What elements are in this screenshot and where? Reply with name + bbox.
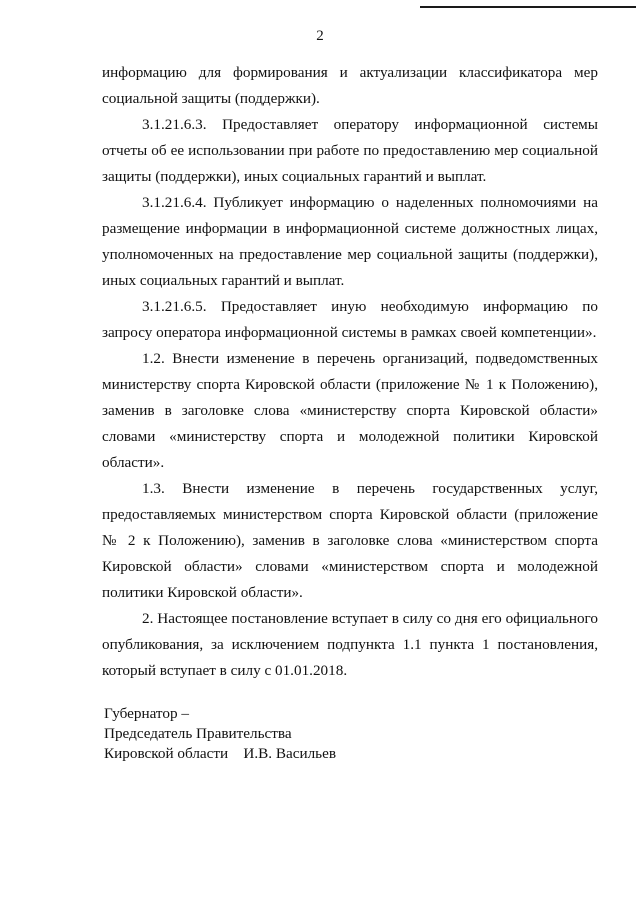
- paragraph-1-3: 1.3. Внести изменение в перечень государственных услуг, предоставляемых министерством спорта Кировской области (приложение № 2 к Положению), заменив в заголовке слова «министерством спорта Кировской области» словами «министерством спорта и молодежной политики Кировской области».: [102, 480, 598, 601]
- paragraph-3-1-21-6-4: 3.1.21.6.4. Публикует информацию о наделенных полномочиями на размещение информации в информационной системе должностных лицах, уполномоченных на предоставление мер социальной защиты (поддержки), иных социальных гарантий и выплат.: [102, 194, 598, 289]
- page-number: 2: [316, 28, 324, 44]
- document-body: [102, 60, 598, 684]
- paragraph-2: 2. Настоящее постановление вступает в силу со дня его официального опубликования, за исключением подпункта 1.1 пункта 1 постановления, который вступает в силу с 01.01.2018.: [102, 610, 598, 679]
- paragraph-3-1-21-6-5: 3.1.21.6.5. Предоставляет иную необходимую информацию по запросу оператора информационной системы в рамках своей компетенции».: [102, 298, 598, 341]
- signature-name: Кировской области И.В. Васильев: [104, 745, 336, 762]
- signature-title: Губернатор –: [104, 705, 189, 722]
- signature-block: [104, 704, 464, 764]
- signature-position: Председатель Правительства: [104, 725, 292, 742]
- scan-edge-line: [420, 6, 636, 8]
- paragraph-continuation: информацию для формирования и актуализации классификатора мер социальной защиты (поддержки).: [102, 64, 598, 107]
- paragraph-3-1-21-6-3: 3.1.21.6.3. Предоставляет оператору информационной системы отчеты об ее использовании при работе по предоставлению мер социальной защиты (поддержки), иных социальных гарантий и выплат.: [102, 116, 598, 185]
- paragraph-1-2: 1.2. Внести изменение в перечень организаций, подведомственных министерству спорта Кировской области (приложение № 1 к Положению), заменив в заголовке слова «министерству спорта Кировской области» словами «министерству спорта и молодежной политики Кировской области».: [102, 350, 598, 471]
